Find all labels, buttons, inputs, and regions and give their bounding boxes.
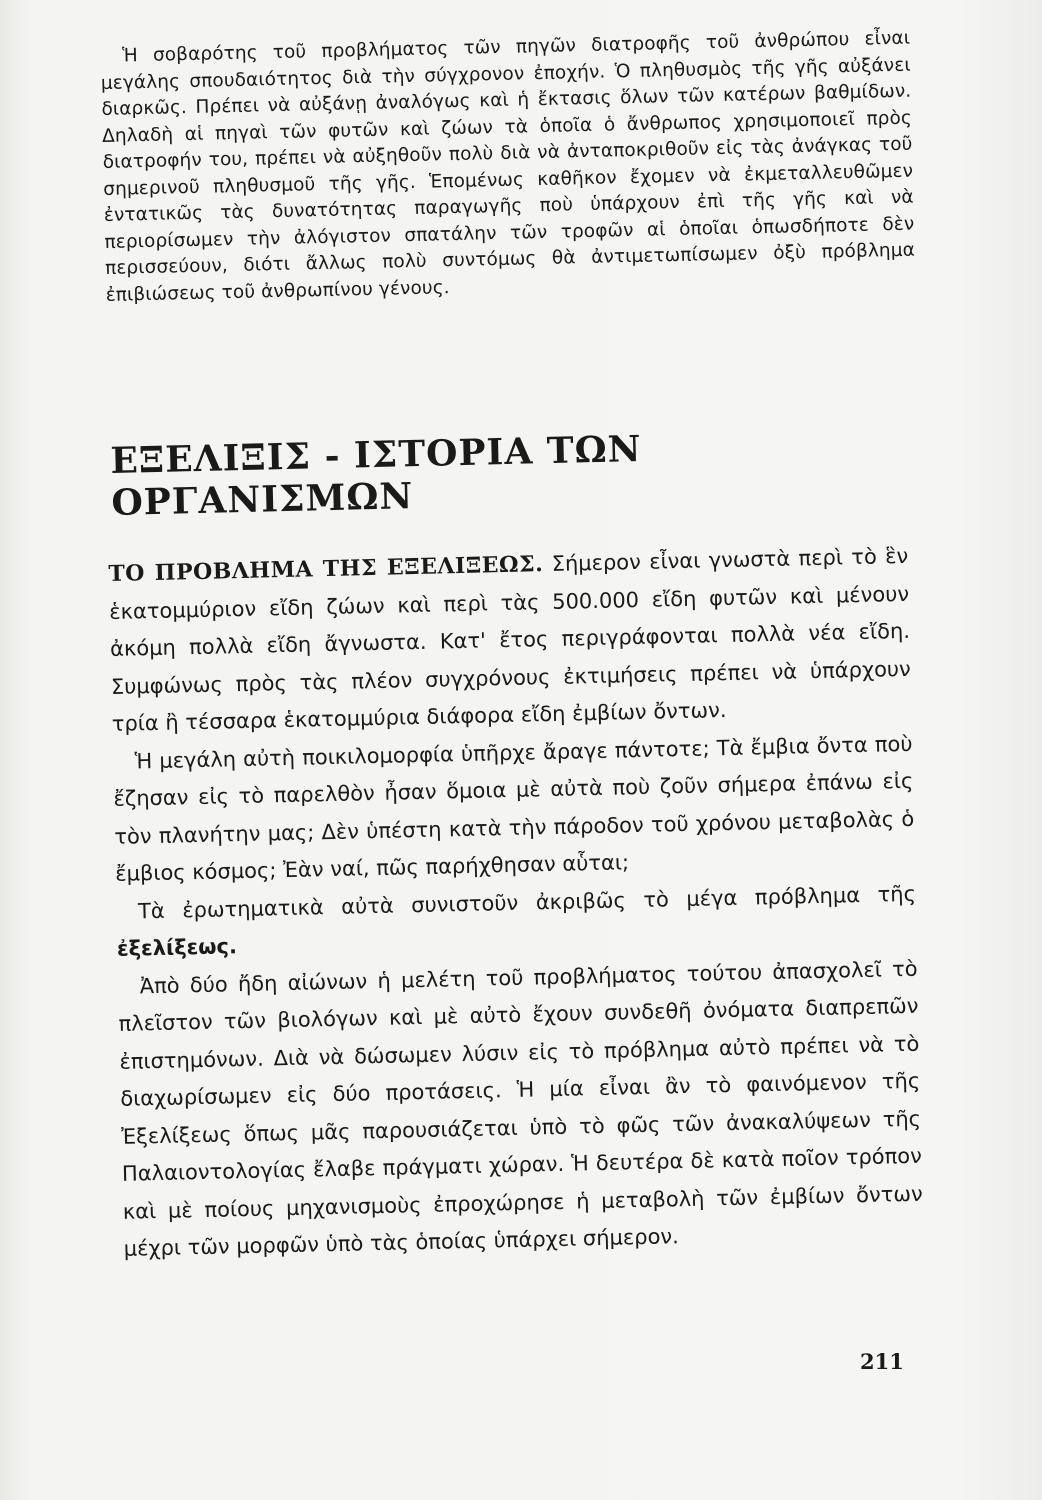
chapter-heading: ΕΞΕΛΙΞΙΣ - ΙΣΤΟΡΙΑ ΤΩΝ ΟΡΓΑΝΙΣΜΩΝ <box>110 427 642 524</box>
section-body <box>108 538 924 1268</box>
paragraph-3-text: Τὰ ἐρωτηματικὰ αὐτὰ συνιστοῦν ἀκριβῶς τὸ μέγα πρόβλημα τῆς <box>137 881 917 923</box>
paragraph-1-text: Σήμερον εἶναι γνωστὰ περὶ τὸ ἓν ἑκατομμύριον εἴδη ζώων καὶ περὶ τὰς 500.000 εἴδη φυτῶν καὶ μένουν ἀκόμη πολλὰ εἴδη ἄγνωστα. Κατ' ἔτος περιγράφονται πολλὰ νέα εἴδη. Συμφώνως πρὸς τὰς πλέον συγχρόνους ἐκτιμήσεις πρέπει νὰ ὑπάρχουν τρία ἢ τέσσαρα ἑκατομμύρια διάφορα εἴδη ἐμβίων ὄντων. <box>108 543 912 736</box>
paragraph-1 <box>108 538 912 744</box>
term-evolution: ἐξελίξεως. <box>116 934 238 961</box>
paragraph-2: Ἡ μεγάλη αὐτὴ ποικιλομορφία ὑπῆρχε ἄραγε πάντοτε; Τὰ ἔμβια ὄντα ποὺ ἔζησαν εἰς τὸ παρελθὸν ἦσαν ὅμοια μὲ αὐτὰ ποὺ ζοῦν σήμερα ἐπάνω εἰς τὸν πλανήτην μας; Δὲν ὑπέστη κατὰ τὴν πάροδον τοῦ χρόνου μεταβολὰς ὁ ἔμβιος κόσμος; Ἐὰν ναί, πῶς παρήχθησαν αὗται; <box>113 731 915 886</box>
intro-text: Ἡ σοβαρότης τοῦ προβλήματος τῶν πηγῶν διατροφῆς τοῦ ἀνθρώπου εἶναι μεγάλης σπουδαιότητος διὰ τὴν σύγχρονον ἐποχήν. Ὁ πληθυσμὸς τῆς γῆς αὐξάνει διαρκῶς. Πρέπει νὰ αὐξάνῃ ἀναλόγως καὶ ἡ ἔκτασις ὅλων τῶν κατέρων βαθμίδων. Δηλαδὴ αἱ πηγαὶ τῶν φυτῶν καὶ ζώων τὰ ὁποῖα ὁ ἄνθρωπος χρησιμοποιεῖ πρὸς διατροφήν του, πρέπει νὰ αὐξηθοῦν πολὺ διὰ νὰ ἀνταποκριθοῦν εἰς τὰς ἀνάγκας τοῦ σημερινοῦ πληθυσμοῦ τῆς γῆς. Ἑπομένως καθῆκον ἔχομεν νὰ ἐκμεταλλευθῶμεν ἐντατικῶς τὰς δυνατότητας παραγωγῆς ποὺ ὑπάρχουν ἐπὶ τῆς γῆς καὶ νὰ περιορίσωμεν τὴν ἀλόγιστον σπατάλην τῶν τροφῶν αἱ ὁποῖαι ὁπωσδήποτε δὲν περισσεύουν, διότι ἄλλως πολὺ συντόμως θὰ ἀντιμετωπίσωμεν ὀξὺ πρόβλημα ἐπιβιώσεως τοῦ ἀνθρωπίνου γένους. <box>100 27 916 306</box>
intro-paragraph <box>100 26 916 309</box>
paragraph-4: Ἀπὸ δύο ἤδη αἰώνων ἡ μελέτη τοῦ προβλήματος τούτου ἀπασχολεῖ τὸ πλεῖστον τῶν βιολόγων καὶ μὲ αὐτὸ ἔχουν συνδεθῆ ὀνόματα διαπρεπῶν ἐπιστημόνων. Διὰ νὰ δώσωμεν λύσιν εἰς τὸ πρόβλημα αὐτὸ πρέπει νὰ τὸ διαχωρίσωμεν εἰς δύο προτάσεις. Ἡ μία εἶναι ἂν τὸ φαινόμενον τῆς Ἐξελίξεως ὅπως μᾶς παρουσιάζεται ὑπὸ τὸ φῶς τῶν ἀνακαλύψεων τῆς Παλαιοντολογίας ἔλαβε πράγματι χώραν. Ἡ δευτέρα δὲ κατὰ ποῖον τρόπον καὶ μὲ ποίους μηχανισμοὺς ἐπροχώρησε ἡ μεταβολὴ τῶν ἐμβίων ὄντων μέχρι τῶν μορφῶν ὑπὸ τὰς ὁποίας ὑπάρχει σήμερον. <box>118 956 923 1261</box>
section-subheading: ΤΟ ΠΡΟΒΛΗΜΑ ΤΗΣ ΕΞΕΛΙΞΕΩΣ. <box>108 551 544 587</box>
page-number: 211 <box>860 1349 904 1374</box>
